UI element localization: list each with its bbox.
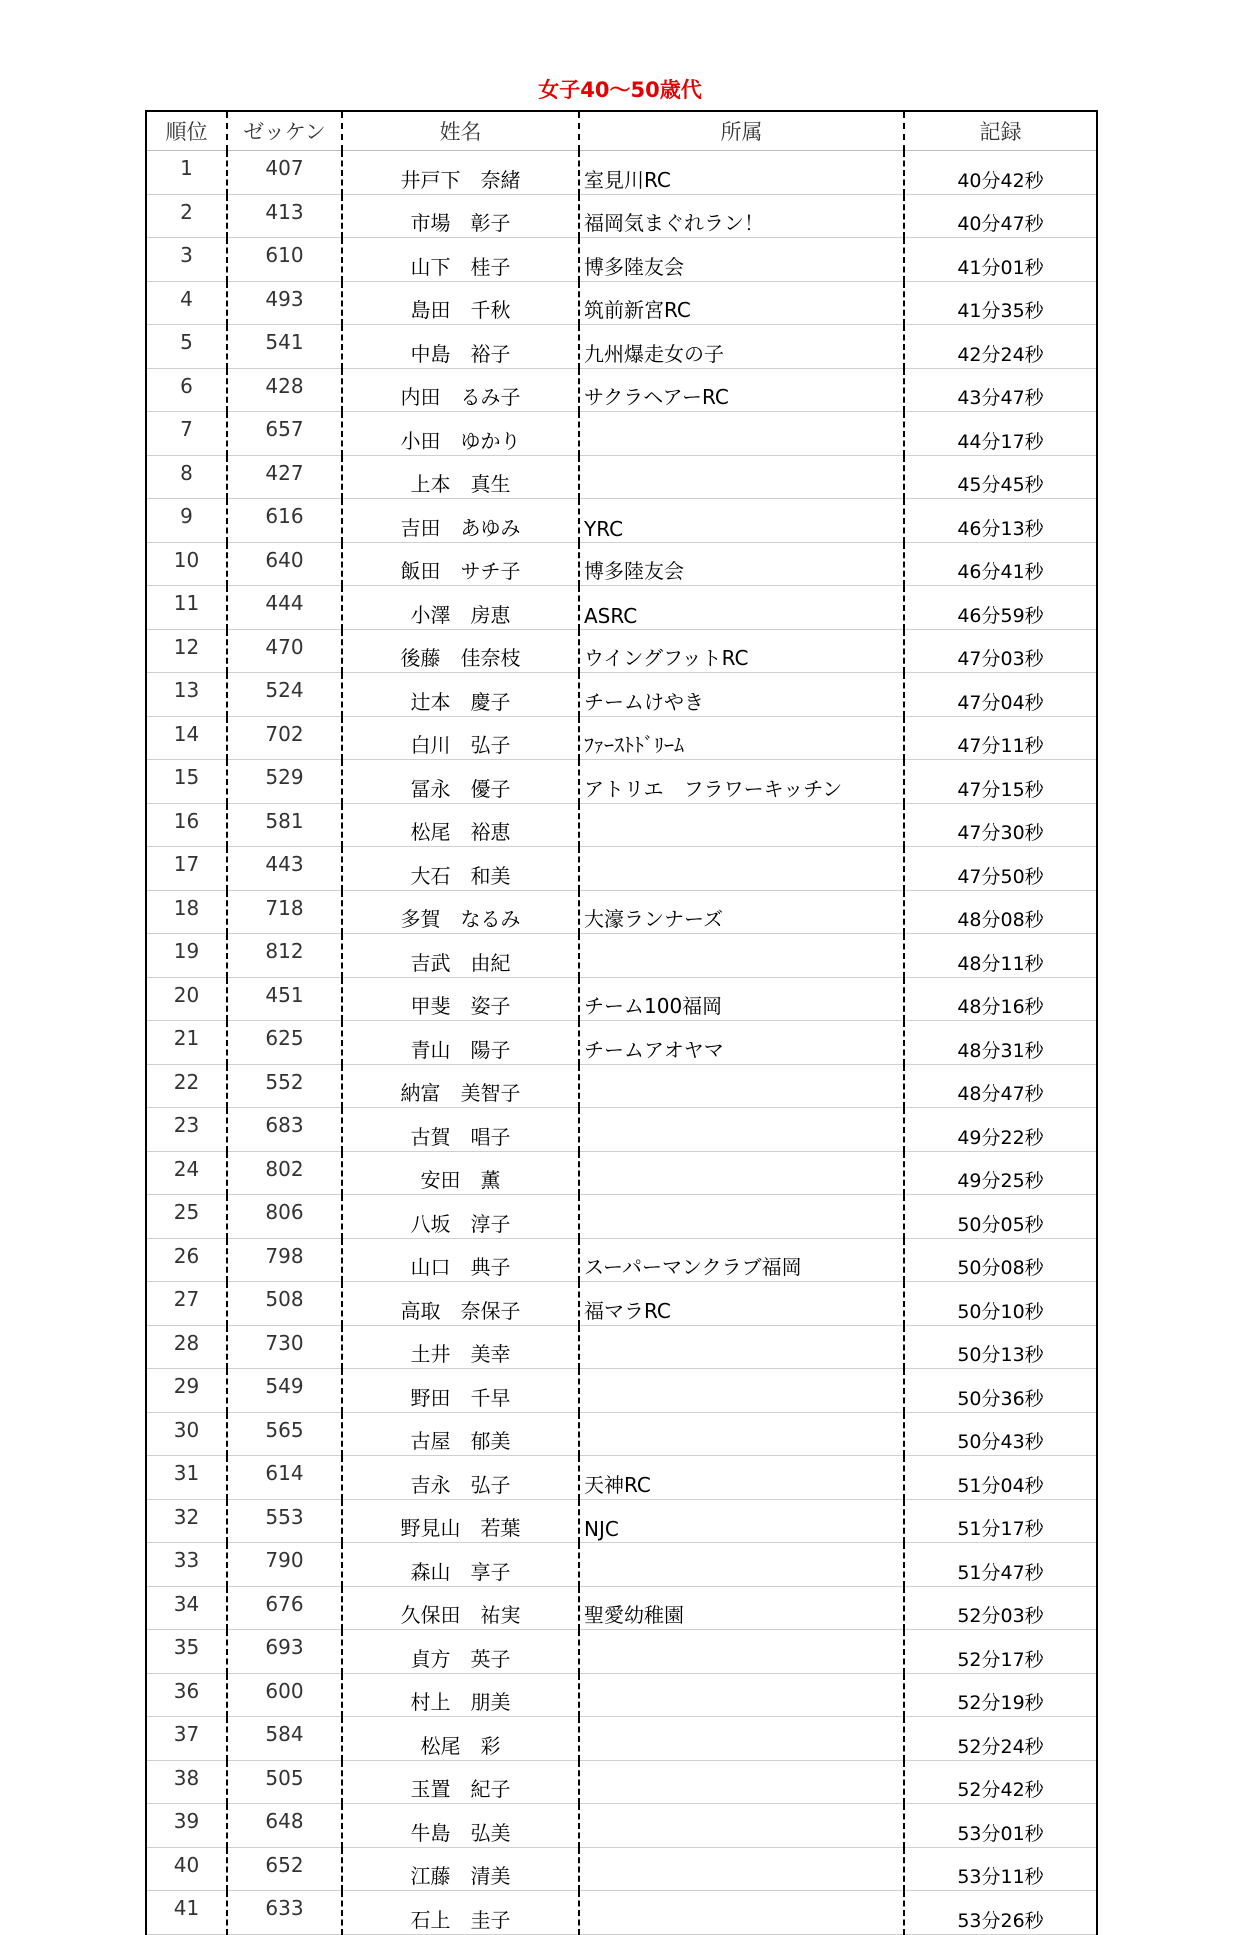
rank-cell: 9 bbox=[146, 499, 227, 543]
rank-cell: 23 bbox=[146, 1108, 227, 1152]
time-cell: 48分31秒 bbox=[904, 1021, 1097, 1065]
time-cell: 40分42秒 bbox=[904, 151, 1097, 195]
table-row bbox=[146, 1847, 1097, 1891]
club-cell: ﾌｧｰｽﾄﾄﾞﾘｰﾑ bbox=[579, 716, 904, 760]
table-row bbox=[146, 542, 1097, 586]
name-cell: 吉永 弘子 bbox=[342, 1456, 579, 1500]
time-cell: 47分15秒 bbox=[904, 760, 1097, 804]
bib-cell: 683 bbox=[227, 1108, 342, 1152]
rank-cell: 18 bbox=[146, 890, 227, 934]
table-row bbox=[146, 890, 1097, 934]
name-cell: 冨永 優子 bbox=[342, 760, 579, 804]
time-cell: 53分26秒 bbox=[904, 1891, 1097, 1935]
club-cell: 福マラRC bbox=[579, 1282, 904, 1326]
time-cell: 47分30秒 bbox=[904, 803, 1097, 847]
club-cell bbox=[579, 803, 904, 847]
rank-cell: 25 bbox=[146, 1195, 227, 1239]
club-cell: ASRC bbox=[579, 586, 904, 630]
bib-cell: 581 bbox=[227, 803, 342, 847]
name-cell: 青山 陽子 bbox=[342, 1021, 579, 1065]
name-cell: 市場 彰子 bbox=[342, 194, 579, 238]
table-row bbox=[146, 499, 1097, 543]
bib-cell: 806 bbox=[227, 1195, 342, 1239]
club-cell: NJC bbox=[579, 1499, 904, 1543]
rank-cell: 33 bbox=[146, 1543, 227, 1587]
club-cell bbox=[579, 1412, 904, 1456]
bib-cell: 470 bbox=[227, 629, 342, 673]
table-row bbox=[146, 629, 1097, 673]
time-cell: 50分36秒 bbox=[904, 1369, 1097, 1413]
club-cell: チーム100福岡 bbox=[579, 977, 904, 1021]
table-row bbox=[146, 1151, 1097, 1195]
time-cell: 48分16秒 bbox=[904, 977, 1097, 1021]
header-time: 記録 bbox=[904, 111, 1097, 151]
rank-cell: 12 bbox=[146, 629, 227, 673]
club-cell: チームアオヤマ bbox=[579, 1021, 904, 1065]
header-name: 姓名 bbox=[342, 111, 579, 151]
time-cell: 52分19秒 bbox=[904, 1673, 1097, 1717]
table-row bbox=[146, 281, 1097, 325]
name-cell: 上本 真生 bbox=[342, 455, 579, 499]
table-row bbox=[146, 1369, 1097, 1413]
table-row bbox=[146, 1804, 1097, 1848]
club-cell bbox=[579, 1195, 904, 1239]
time-cell: 52分42秒 bbox=[904, 1760, 1097, 1804]
page-title: 女子40〜50歳代 bbox=[538, 78, 702, 102]
rank-cell: 27 bbox=[146, 1282, 227, 1326]
time-cell: 45分45秒 bbox=[904, 455, 1097, 499]
club-cell: サクラヘアーRC bbox=[579, 368, 904, 412]
rank-cell: 32 bbox=[146, 1499, 227, 1543]
rank-cell: 39 bbox=[146, 1804, 227, 1848]
club-cell: チームけやき bbox=[579, 673, 904, 717]
name-cell: 辻本 慶子 bbox=[342, 673, 579, 717]
time-cell: 50分10秒 bbox=[904, 1282, 1097, 1326]
bib-cell: 633 bbox=[227, 1891, 342, 1935]
time-cell: 51分04秒 bbox=[904, 1456, 1097, 1500]
club-cell: 室見川RC bbox=[579, 151, 904, 195]
time-cell: 52分03秒 bbox=[904, 1586, 1097, 1630]
rank-cell: 24 bbox=[146, 1151, 227, 1195]
club-cell bbox=[579, 1717, 904, 1761]
rank-cell: 14 bbox=[146, 716, 227, 760]
time-cell: 47分04秒 bbox=[904, 673, 1097, 717]
name-cell: 飯田 サチ子 bbox=[342, 542, 579, 586]
bib-cell: 541 bbox=[227, 325, 342, 369]
bib-cell: 600 bbox=[227, 1673, 342, 1717]
name-cell: 土井 美幸 bbox=[342, 1325, 579, 1369]
table-row bbox=[146, 1499, 1097, 1543]
time-cell: 49分22秒 bbox=[904, 1108, 1097, 1152]
rank-cell: 19 bbox=[146, 934, 227, 978]
name-cell: 白川 弘子 bbox=[342, 716, 579, 760]
table-row bbox=[146, 1108, 1097, 1152]
table-row bbox=[146, 1630, 1097, 1674]
time-cell: 50分43秒 bbox=[904, 1412, 1097, 1456]
name-cell: 後藤 佳奈枝 bbox=[342, 629, 579, 673]
bib-cell: 614 bbox=[227, 1456, 342, 1500]
name-cell: 小田 ゆかり bbox=[342, 412, 579, 456]
rank-cell: 17 bbox=[146, 847, 227, 891]
time-cell: 44分17秒 bbox=[904, 412, 1097, 456]
rank-cell: 26 bbox=[146, 1238, 227, 1282]
rank-cell: 40 bbox=[146, 1847, 227, 1891]
time-cell: 51分47秒 bbox=[904, 1543, 1097, 1587]
bib-cell: 798 bbox=[227, 1238, 342, 1282]
club-cell bbox=[579, 1673, 904, 1717]
table-row bbox=[146, 1456, 1097, 1500]
bib-cell: 648 bbox=[227, 1804, 342, 1848]
table-row bbox=[146, 1282, 1097, 1326]
results-table-body bbox=[146, 151, 1097, 1935]
table-row bbox=[146, 412, 1097, 456]
club-cell bbox=[579, 1760, 904, 1804]
header-row bbox=[146, 111, 1097, 151]
rank-cell: 35 bbox=[146, 1630, 227, 1674]
table-row bbox=[146, 977, 1097, 1021]
club-cell bbox=[579, 1847, 904, 1891]
name-cell: 内田 るみ子 bbox=[342, 368, 579, 412]
time-cell: 49分25秒 bbox=[904, 1151, 1097, 1195]
rank-cell: 2 bbox=[146, 194, 227, 238]
bib-cell: 702 bbox=[227, 716, 342, 760]
table-row bbox=[146, 368, 1097, 412]
club-cell: 聖愛幼稚園 bbox=[579, 1586, 904, 1630]
rank-cell: 30 bbox=[146, 1412, 227, 1456]
club-cell bbox=[579, 1325, 904, 1369]
club-cell: 筑前新宮RC bbox=[579, 281, 904, 325]
time-cell: 42分24秒 bbox=[904, 325, 1097, 369]
club-cell bbox=[579, 412, 904, 456]
table-row bbox=[146, 1021, 1097, 1065]
name-cell: 吉武 由紀 bbox=[342, 934, 579, 978]
name-cell: 山下 桂子 bbox=[342, 238, 579, 282]
header-club: 所属 bbox=[579, 111, 904, 151]
time-cell: 53分01秒 bbox=[904, 1804, 1097, 1848]
time-cell: 46分13秒 bbox=[904, 499, 1097, 543]
club-cell bbox=[579, 455, 904, 499]
rank-cell: 13 bbox=[146, 673, 227, 717]
table-row bbox=[146, 934, 1097, 978]
table-row bbox=[146, 151, 1097, 195]
bib-cell: 730 bbox=[227, 1325, 342, 1369]
rank-cell: 41 bbox=[146, 1891, 227, 1935]
name-cell: 江藤 清美 bbox=[342, 1847, 579, 1891]
rank-cell: 31 bbox=[146, 1456, 227, 1500]
header-bib: ゼッケン bbox=[227, 111, 342, 151]
bib-cell: 413 bbox=[227, 194, 342, 238]
table-row bbox=[146, 1325, 1097, 1369]
table-row bbox=[146, 1891, 1097, 1935]
bib-cell: 693 bbox=[227, 1630, 342, 1674]
results-table bbox=[145, 110, 1098, 1935]
rank-cell: 36 bbox=[146, 1673, 227, 1717]
club-cell bbox=[579, 1064, 904, 1108]
club-cell bbox=[579, 934, 904, 978]
table-row bbox=[146, 803, 1097, 847]
name-cell: 古屋 郁美 bbox=[342, 1412, 579, 1456]
rank-cell: 15 bbox=[146, 760, 227, 804]
table-row bbox=[146, 1543, 1097, 1587]
table-row bbox=[146, 716, 1097, 760]
time-cell: 46分59秒 bbox=[904, 586, 1097, 630]
rank-cell: 8 bbox=[146, 455, 227, 499]
name-cell: 松尾 裕恵 bbox=[342, 803, 579, 847]
time-cell: 52分24秒 bbox=[904, 1717, 1097, 1761]
table-row bbox=[146, 586, 1097, 630]
name-cell: 松尾 彩 bbox=[342, 1717, 579, 1761]
name-cell: 野田 千早 bbox=[342, 1369, 579, 1413]
club-cell: 大濠ランナーズ bbox=[579, 890, 904, 934]
name-cell: 森山 享子 bbox=[342, 1543, 579, 1587]
club-cell bbox=[579, 1369, 904, 1413]
name-cell: 安田 薫 bbox=[342, 1151, 579, 1195]
name-cell: 小澤 房恵 bbox=[342, 586, 579, 630]
name-cell: 井戸下 奈緒 bbox=[342, 151, 579, 195]
time-cell: 48分47秒 bbox=[904, 1064, 1097, 1108]
name-cell: 野見山 若葉 bbox=[342, 1499, 579, 1543]
time-cell: 41分01秒 bbox=[904, 238, 1097, 282]
bib-cell: 427 bbox=[227, 455, 342, 499]
club-cell bbox=[579, 1543, 904, 1587]
bib-cell: 610 bbox=[227, 238, 342, 282]
time-cell: 43分47秒 bbox=[904, 368, 1097, 412]
name-cell: 高取 奈保子 bbox=[342, 1282, 579, 1326]
bib-cell: 625 bbox=[227, 1021, 342, 1065]
table-row bbox=[146, 760, 1097, 804]
rank-cell: 4 bbox=[146, 281, 227, 325]
bib-cell: 640 bbox=[227, 542, 342, 586]
bib-cell: 444 bbox=[227, 586, 342, 630]
club-cell: 九州爆走女の子 bbox=[579, 325, 904, 369]
time-cell: 47分11秒 bbox=[904, 716, 1097, 760]
bib-cell: 553 bbox=[227, 1499, 342, 1543]
table-row bbox=[146, 325, 1097, 369]
club-cell: YRC bbox=[579, 499, 904, 543]
rank-cell: 22 bbox=[146, 1064, 227, 1108]
bib-cell: 812 bbox=[227, 934, 342, 978]
name-cell: 石上 圭子 bbox=[342, 1891, 579, 1935]
rank-cell: 6 bbox=[146, 368, 227, 412]
results-table-header bbox=[146, 111, 1097, 151]
table-row bbox=[146, 194, 1097, 238]
rank-cell: 38 bbox=[146, 1760, 227, 1804]
time-cell: 48分08秒 bbox=[904, 890, 1097, 934]
bib-cell: 584 bbox=[227, 1717, 342, 1761]
bib-cell: 508 bbox=[227, 1282, 342, 1326]
time-cell: 51分17秒 bbox=[904, 1499, 1097, 1543]
time-cell: 41分35秒 bbox=[904, 281, 1097, 325]
table-row bbox=[146, 1717, 1097, 1761]
name-cell: 玉置 紀子 bbox=[342, 1760, 579, 1804]
table-row bbox=[146, 1238, 1097, 1282]
name-cell: 島田 千秋 bbox=[342, 281, 579, 325]
club-cell: スーパーマンクラブ福岡 bbox=[579, 1238, 904, 1282]
time-cell: 50分05秒 bbox=[904, 1195, 1097, 1239]
club-cell bbox=[579, 1891, 904, 1935]
rank-cell: 21 bbox=[146, 1021, 227, 1065]
bib-cell: 790 bbox=[227, 1543, 342, 1587]
name-cell: 牛島 弘美 bbox=[342, 1804, 579, 1848]
table-row bbox=[146, 1586, 1097, 1630]
bib-cell: 549 bbox=[227, 1369, 342, 1413]
bib-cell: 616 bbox=[227, 499, 342, 543]
bib-cell: 676 bbox=[227, 1586, 342, 1630]
name-cell: 古賀 唱子 bbox=[342, 1108, 579, 1152]
bib-cell: 718 bbox=[227, 890, 342, 934]
bib-cell: 505 bbox=[227, 1760, 342, 1804]
table-row bbox=[146, 1195, 1097, 1239]
table-row bbox=[146, 673, 1097, 717]
time-cell: 50分08秒 bbox=[904, 1238, 1097, 1282]
rank-cell: 28 bbox=[146, 1325, 227, 1369]
name-cell: 吉田 あゆみ bbox=[342, 499, 579, 543]
table-row bbox=[146, 1412, 1097, 1456]
time-cell: 52分17秒 bbox=[904, 1630, 1097, 1674]
club-cell: 博多陸友会 bbox=[579, 542, 904, 586]
club-cell: ウイングフットRC bbox=[579, 629, 904, 673]
name-cell: 中島 裕子 bbox=[342, 325, 579, 369]
bib-cell: 802 bbox=[227, 1151, 342, 1195]
club-cell: 福岡気まぐれラン！ bbox=[579, 194, 904, 238]
table-row bbox=[146, 1760, 1097, 1804]
name-cell: 山口 典子 bbox=[342, 1238, 579, 1282]
name-cell: 八坂 淳子 bbox=[342, 1195, 579, 1239]
name-cell: 甲斐 姿子 bbox=[342, 977, 579, 1021]
time-cell: 48分11秒 bbox=[904, 934, 1097, 978]
club-cell bbox=[579, 1108, 904, 1152]
rank-cell: 34 bbox=[146, 1586, 227, 1630]
bib-cell: 451 bbox=[227, 977, 342, 1021]
rank-cell: 16 bbox=[146, 803, 227, 847]
time-cell: 53分11秒 bbox=[904, 1847, 1097, 1891]
header-rank: 順位 bbox=[146, 111, 227, 151]
club-cell: 天神RC bbox=[579, 1456, 904, 1500]
table-row bbox=[146, 455, 1097, 499]
bib-cell: 657 bbox=[227, 412, 342, 456]
club-cell bbox=[579, 847, 904, 891]
rank-cell: 1 bbox=[146, 151, 227, 195]
rank-cell: 29 bbox=[146, 1369, 227, 1413]
rank-cell: 20 bbox=[146, 977, 227, 1021]
rank-cell: 11 bbox=[146, 586, 227, 630]
time-cell: 50分13秒 bbox=[904, 1325, 1097, 1369]
name-cell: 大石 和美 bbox=[342, 847, 579, 891]
club-cell bbox=[579, 1151, 904, 1195]
name-cell: 貞方 英子 bbox=[342, 1630, 579, 1674]
time-cell: 40分47秒 bbox=[904, 194, 1097, 238]
bib-cell: 407 bbox=[227, 151, 342, 195]
table-row bbox=[146, 1673, 1097, 1717]
bib-cell: 529 bbox=[227, 760, 342, 804]
time-cell: 47分50秒 bbox=[904, 847, 1097, 891]
table-row bbox=[146, 1064, 1097, 1108]
time-cell: 46分41秒 bbox=[904, 542, 1097, 586]
club-cell bbox=[579, 1630, 904, 1674]
bib-cell: 552 bbox=[227, 1064, 342, 1108]
name-cell: 多賀 なるみ bbox=[342, 890, 579, 934]
rank-cell: 7 bbox=[146, 412, 227, 456]
name-cell: 納富 美智子 bbox=[342, 1064, 579, 1108]
bib-cell: 493 bbox=[227, 281, 342, 325]
table-row bbox=[146, 847, 1097, 891]
time-cell: 47分03秒 bbox=[904, 629, 1097, 673]
bib-cell: 524 bbox=[227, 673, 342, 717]
club-cell: アトリエ フラワーキッチン bbox=[579, 760, 904, 804]
club-cell: 博多陸友会 bbox=[579, 238, 904, 282]
rank-cell: 3 bbox=[146, 238, 227, 282]
table-row bbox=[146, 238, 1097, 282]
rank-cell: 10 bbox=[146, 542, 227, 586]
bib-cell: 652 bbox=[227, 1847, 342, 1891]
name-cell: 村上 朋美 bbox=[342, 1673, 579, 1717]
club-cell bbox=[579, 1804, 904, 1848]
bib-cell: 428 bbox=[227, 368, 342, 412]
name-cell: 久保田 祐実 bbox=[342, 1586, 579, 1630]
rank-cell: 5 bbox=[146, 325, 227, 369]
bib-cell: 565 bbox=[227, 1412, 342, 1456]
rank-cell: 37 bbox=[146, 1717, 227, 1761]
bib-cell: 443 bbox=[227, 847, 342, 891]
